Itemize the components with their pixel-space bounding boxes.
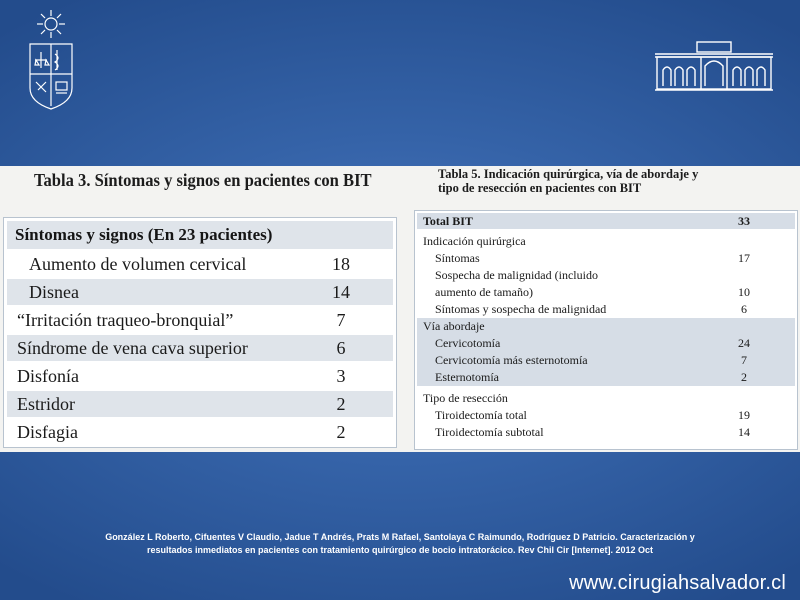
table3 (3, 217, 397, 448)
citation-line2: resultados inmediatos en pacientes con tratamiento quirúrgico de bocio intratorácico. Rev Chil Cir [Internet]. 2012 Oct (146, 544, 654, 555)
section-title (417, 318, 795, 335)
table3-title: Tabla 3. Síntomas y signos en pacientes con BIT (34, 170, 372, 190)
row-label: Tiroidectomía subtotal (435, 425, 544, 439)
table3-header: Síntomas y signos (En 23 pacientes) (7, 221, 393, 249)
row-value: 10 (738, 285, 750, 299)
citation-line1: González L Roberto, Cifuentes V Claudio, Jadue T Andrés, Prats M Rafael, Santolaya C Raimundo, Rodríguez D Patricio. Caracterización y (105, 532, 695, 542)
website-url: www.cirugiahsalvador.cl (569, 572, 786, 594)
table-row (417, 424, 795, 441)
table-row (7, 391, 393, 417)
table-row (417, 352, 795, 369)
row-label: Disfonía (17, 366, 79, 386)
section-title-text: Indicación quirúrgica (423, 234, 526, 248)
citation (30, 531, 770, 556)
table-row (417, 267, 795, 284)
row-value: 6 (336, 338, 346, 358)
section-title-text: Vía abordaje (423, 319, 485, 333)
row-value: 19 (738, 408, 750, 422)
row-value: 3 (336, 366, 346, 386)
row-value: 2 (336, 394, 346, 414)
row-label: Aumento de volumen cervical (29, 254, 247, 274)
row-value: 18 (332, 254, 350, 274)
section-title (417, 233, 795, 250)
row-label: Esternotomía (435, 370, 499, 384)
table5-title-line2: tipo de resección en pacientes con BIT (438, 181, 642, 195)
total-value: 33 (738, 214, 750, 228)
university-crest-icon (26, 10, 76, 110)
row-label: Sospecha de malignidad (incluido (435, 268, 598, 282)
table5-title (436, 167, 788, 195)
table-row (7, 363, 393, 389)
row-value: 7 (741, 353, 747, 367)
row-label: Estridor (17, 394, 75, 414)
row-label: Síntomas y sospecha de malignidad (435, 302, 607, 316)
table-row (7, 251, 393, 277)
row-value: 24 (738, 336, 750, 350)
table-row (7, 279, 393, 305)
table-row (417, 407, 795, 424)
table5-title-line1: Tabla 5. Indicación quirúrgica, vía de abordaje y (438, 167, 699, 181)
row-label: Cervicotomía (435, 336, 501, 350)
table-row (417, 284, 795, 301)
row-value: 14 (738, 425, 750, 439)
row-label: Tiroidectomía total (435, 408, 527, 422)
row-label: “Irritación traqueo-bronquial” (17, 310, 234, 330)
total-label: Total BIT (423, 214, 473, 228)
row-value: 7 (336, 310, 346, 330)
row-value: 6 (741, 302, 747, 316)
table-row (7, 335, 393, 361)
row-value: 17 (738, 251, 750, 265)
row-value: 14 (332, 282, 350, 302)
row-label: Síndrome de vena cava superior (17, 338, 248, 358)
row-label: aumento de tamaño) (435, 285, 533, 299)
table5-total-row (417, 213, 795, 229)
table-row (7, 419, 393, 445)
table-row (417, 301, 795, 318)
row-label: Síntomas (435, 251, 480, 265)
row-label: Disfagia (17, 422, 78, 442)
row-value: 2 (336, 422, 346, 442)
row-value: 2 (741, 370, 747, 384)
section-title (417, 390, 795, 407)
table-row (417, 250, 795, 267)
section-title-text: Tipo de resección (423, 391, 508, 405)
row-label: Disnea (29, 282, 79, 302)
hospital-building-icon (653, 40, 775, 92)
row-label: Cervicotomía más esternotomía (435, 353, 588, 367)
table-row (417, 369, 795, 386)
table5-section-shaded (417, 318, 795, 386)
table5 (414, 210, 798, 450)
table-row (7, 307, 393, 333)
table-row (417, 335, 795, 352)
